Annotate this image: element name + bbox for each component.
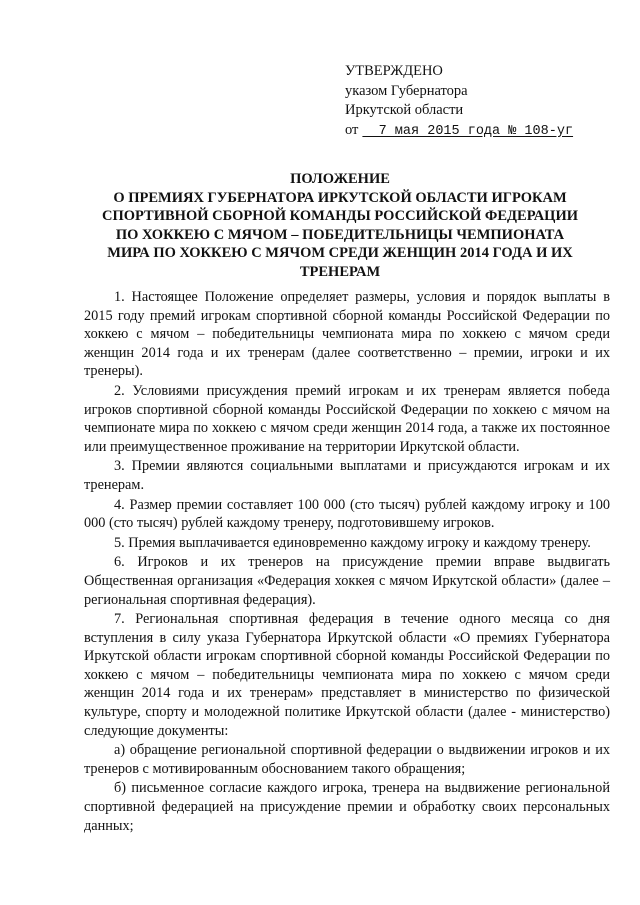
title-line-1: ПОЛОЖЕНИЕ [290,171,390,187]
approval-region: Иркутской области [345,102,464,118]
document-body [84,288,610,836]
title-line-3: СПОРТИВНОЙ СБОРНОЙ КОМАНДЫ РОССИЙСКОЙ ФЕДЕРАЦИИ [101,208,579,224]
title-line-2: О ПРЕМИЯХ ГУБЕРНАТОРА ИРКУТСКОЙ ОБЛАСТИ ИГРОКАМ [113,189,567,206]
subparagraph-b: б) письменное согласие каждого игрока, тренера на выдвижение региональной спортивной федерацией на присуждение премии и обработку своих персональных данных; [84,780,610,834]
paragraph-4: 4. Размер премии составляет 100 000 (сто тысяч) рублей каждому игроку и 100 000 (сто тысяч) рублей каждому тренеру, подготовившему игроков. [84,496,610,532]
approval-authority: указом Губернатора [345,82,468,99]
paragraph-7: 7. Региональная спортивная федерация в течение одного месяца со дня вступления в силу указа Губернатора Иркутской области «О премиях Губернатора Иркутской области игрокам спортивной сборной команды Российской Федерации по хоккею с мячом – победительницы чемпионата мира по хоккею с мячом среди женщин 2014 года и их тренерам» представляет в министерство по физической культуре, спорту и молодежной политике Иркутской области (далее - министерство) следующие документы: [84,611,610,739]
subparagraph-a: а) обращение региональной спортивной федерации о выдвижении игроков и их тренеров с мотивированным обоснованием такого обращения; [84,742,610,777]
paragraph-6: 6. Игроков и их тренеров на присуждение премии вправе выдвигать Общественная организация «Федерация хоккея с мячом Иркутской области» (далее – региональная спортивная федерация). [84,554,610,608]
paragraph-5: 5. Премия выплачивается единовременно каждому игроку и каждому тренеру. [114,534,591,551]
approval-date-prefix: от [345,121,359,138]
title-line-6: ТРЕНЕРАМ [299,263,381,280]
title-line-5: МИРА ПО ХОККЕЮ С МЯЧОМ СРЕДИ ЖЕНЩИН 2014 ГОДА И ИХ [107,245,573,261]
approval-heading: УТВЕРЖДЕНО [345,63,443,79]
approval-stamp [345,62,573,141]
document-title [60,170,620,281]
paragraph-2: 2. Условиями присуждения премий игрокам и их тренерам является победа игроков спортивной сборной команды Российской Федерации по хоккею с мячом на чемпионате мира по хоккею с мячом среди женщин 2014 года, а также их постоянное или преимущественное проживание на территории Иркутской области. [84,382,610,455]
paragraph-3: 3. Премии являются социальными выплатами и присуждаются игрокам и их тренерам. [84,458,610,493]
approval-date-value: 7 мая 2015 года № 108-уг [362,123,574,139]
title-line-4: ПО ХОККЕЮ С МЯЧОМ – ПОБЕДИТЕЛЬНИЦЫ ЧЕМПИОНАТА [115,226,565,243]
approval-date-line [345,121,573,142]
paragraph-1: 1. Настоящее Положение определяет размеры, условия и порядок выплаты в 2015 году премий игрокам спортивной сборной команды Российской Федерации по хоккею с мячом – победительницы чемпионата мира по хоккею с мячом среди женщин 2014 года и их тренерам (далее соответственно – премии, игроки и их тренеры). [84,289,610,380]
